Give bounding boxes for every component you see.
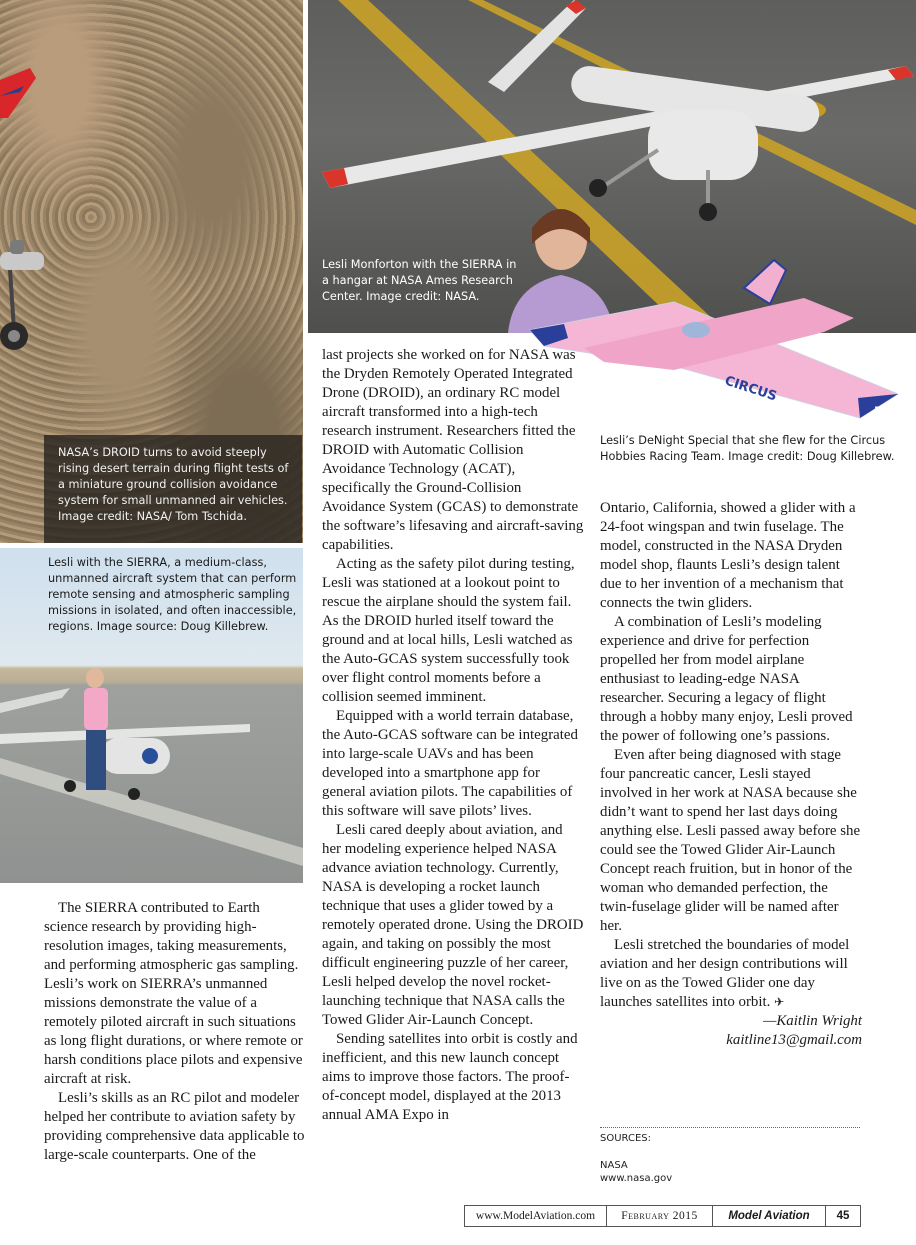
field-photo [0,548,303,883]
paragraph: Sending satellites into orbit is costly and inefficient, and this new launch concept aims to improve those factors. The proof-of-concept model, displayed at the 2013 annual AMA Expo in [322,1031,578,1123]
article-column-1 [44,899,306,1165]
paragraph: Ontario, California, showed a glider with a 24-foot wingspan and twin fuselage. The model, constructed in the NASA Dryden model shop, flaunts Lesli’s design talent due to her invention of a mechanism that connects the twin gliders. [600,500,856,611]
desert-photo [0,0,303,543]
paragraph: last projects she worked on for NASA was the Dryden Remotely Operated Integrated Drone (DROID), an ordinary RC model aircraft transformed into a high-tech research instrument. Researchers fitted the DROID with Automatic Collision Avoidance Technology (ACAT), specifically the Ground-Collision Avoidance System (GCAS) to demonstrate the software’s lifesaving and aircraft-saving capabilities. [322,347,584,553]
denight-wing-lettering: CIRCUS [722,373,779,405]
footer-date: February 2015 [607,1206,713,1226]
desert-photo-caption [44,435,302,543]
desert-caption-text: NASA’s DROID turns to avoid steeply rising desert terrain during flight tests of a miniature ground collision avoidance system for small unmanned air vehicles. Image credit: NASA/ Tom Tschida. [58,446,289,523]
paragraph: Acting as the safety pilot during testing, Lesli was stationed at a lookout point to rescue the airplane should the system fail. As the DROID hurled itself toward the ground and at local hills, Lesli watched as the Auto-GCAS system successfully took over flight control moments before a collision seemed imminent. [322,556,575,705]
field-caption-text: Lesli with the SIERRA, a medium-class, unmanned aircraft system that can perform remote sensing and atmospheric sampling missions in isolated, and often inaccessible, regions. Image source: Doug Killebrew. [48,556,297,633]
paragraph: Lesli cared deeply about aviation, and her modeling experience helped NASA advance aviation technology. Currently, NASA is developing a rocket launch technique that uses a glider towed by a remotely operated drone. Using the DROID again, and taking on possibly the most difficult engineering puzzle of her career, Lesli helped develop the novel rocket-launching technique that NASA calls the Towed Glider Air-Launch Concept. [322,822,584,1028]
footer-url: www.ModelAviation.com [465,1206,607,1226]
paragraph: The SIERRA contributed to Earth science research by providing high-resolution images, taking measurements, and performing atmospheric gas sampling. Lesli’s work on SIERRA’s unmanned missions demonstrate the value of a remotely piloted aircraft in such situations as long flight durations, or where remote or harsh conditions place pilots and expensive aircraft at risk. [44,900,303,1087]
paragraph: Equipped with a world terrain database, the Auto-GCAS software can be integrated into large-scale UAVs and has been developed into a smartphone app for general aviation pilots. The capabilities of this software will save pilots’ lives. [322,708,578,819]
denight-photo-caption [600,433,900,465]
page-footer [464,1205,861,1227]
footer-magazine: Model Aviation [713,1206,826,1226]
source-item: NASA [600,1160,628,1171]
denight-caption-text: Lesli’s DeNight Special that she flew for the Circus Hobbies Racing Team. Image credit: Doug Killebrew. [600,434,895,463]
author-signature: —Kaitlin Wright [763,1013,862,1029]
author-email: kaitline13@gmail.com [726,1032,862,1048]
paragraph [600,936,862,1012]
sources-heading: SOURCES: [600,1133,652,1144]
article-column-3 [600,499,862,1050]
denight-number: 7 [874,403,886,422]
sources-box [600,1127,860,1185]
closing-paragraph-text: Lesli stretched the boundaries of model aviation and her design contributions will live on as the Towed Glider one day launches satellites into orbit. [600,937,850,1010]
paragraph: Lesli’s skills as an RC pilot and modeler helped her contribute to aviation safety by providing comprehensive data applicable to large-scale counterparts. One of the [44,1090,305,1163]
paragraph: Even after being diagnosed with stage four pancreatic cancer, Lesli stayed involved in her work at NASA because she didn’t want to spend her last days doing anything else. Lesli passed away before she could see the Towed Glider Air-Launch Concept reach fruition, but in honor of the woman who demanded perfection, the twin-fuselage glider will be named after her. [600,747,861,934]
paragraph: A combination of Lesli’s modeling experience and drive for perfection propelled her from model airplane enthusiast to leading-edge NASA researcher. Securing a legacy of flight through a hobby many enjoy, Lesli proved the power of following one’s passions. [600,614,853,744]
source-item: www.nasa.gov [600,1173,673,1184]
hangar-photo-caption [322,257,522,305]
hangar-caption-text: Lesli Monforton with the SIERRA in a hangar at NASA Ames Research Center. Image credit: NASA. [322,258,517,303]
field-photo-caption [48,555,300,635]
page-number: 45 [836,1210,850,1222]
end-mark-icon: ✈ [774,995,785,1009]
article-column-2 [322,346,584,1125]
